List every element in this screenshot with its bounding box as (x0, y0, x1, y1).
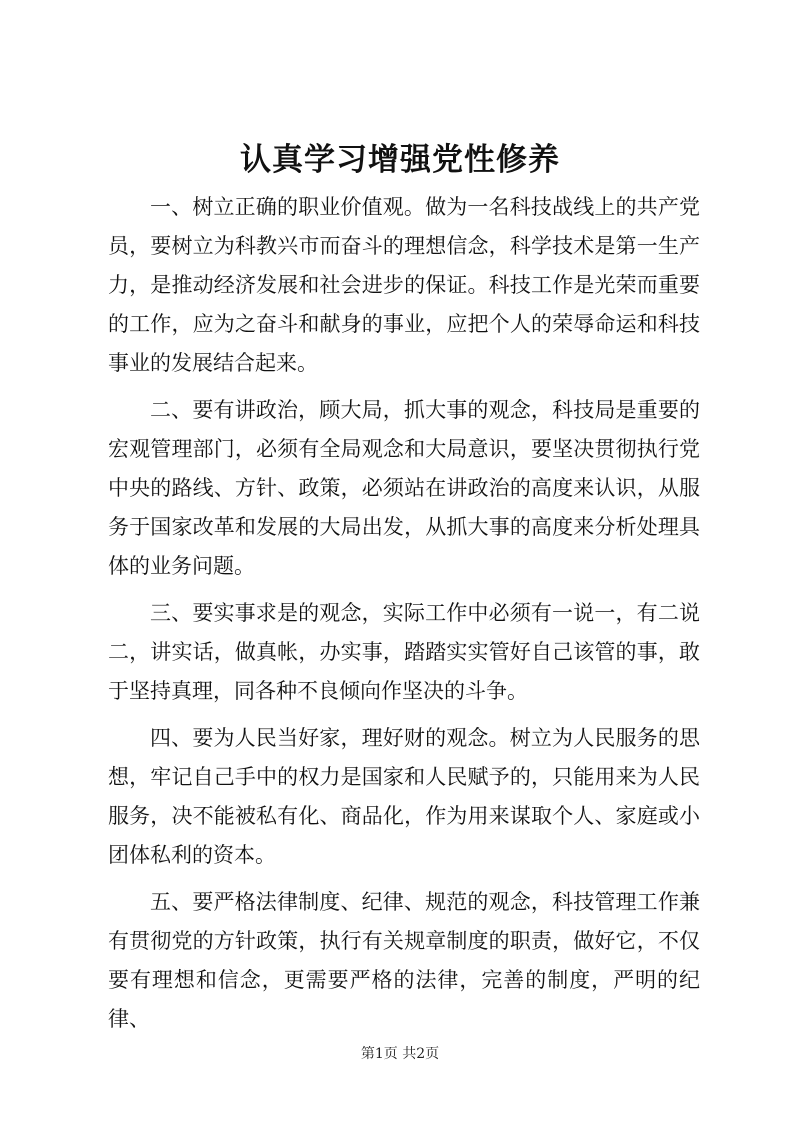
document-body (108, 188, 700, 1047)
paragraph-3: 三、要实事求是的观念，实际工作中必须有一说一，有二说二，讲实话，做真帐，办实事，踏踏实实管好自己该管的事，敢于坚持真理，同各种不良倾向作坚决的斗争。 (108, 601, 700, 703)
paragraph-2: 二、要有讲政治，顾大局，抓大事的观念，科技局是重要的宏观管理部门，必须有全局观念和大局意识，要坚决贯彻执行党中央的路线、方针、政策，必须站在讲政治的高度来认识，从服务于国家改革和发展的大局出发，从抓大事的高度来分析处理具体的业务问题。 (108, 398, 700, 578)
paragraph-4: 四、要为人民当好家，理好财的观念。树立为人民服务的思想，牢记自己手中的权力是国家和人民赋予的，只能用来为人民服务，决不能被私有化、商品化，作为用来谋取个人、家庭或小团体私利的资本。 (108, 726, 700, 867)
paragraph-1: 一、树立正确的职业价值观。做为一名科技战线上的共产党员，要树立为科教兴市而奋斗的理想信念，科学技术是第一生产力，是推动经济发展和社会进步的保证。科技工作是光荣而重要的工作，应为之奋斗和献身的事业，应把个人的荣辱命运和科技事业的发展结合起来。 (108, 195, 700, 375)
page-footer: 第1页 共2页 (360, 1046, 440, 1062)
document-title: 认真学习增强党性修养 (240, 142, 560, 178)
paragraph-5: 五、要严格法律制度、纪律、规范的观念，科技管理工作兼有贯彻党的方针政策，执行有关规章制度的职责，做好它，不仅要有理想和信念，更需要严格的法律，完善的制度，严明的纪律、 (108, 890, 700, 1031)
